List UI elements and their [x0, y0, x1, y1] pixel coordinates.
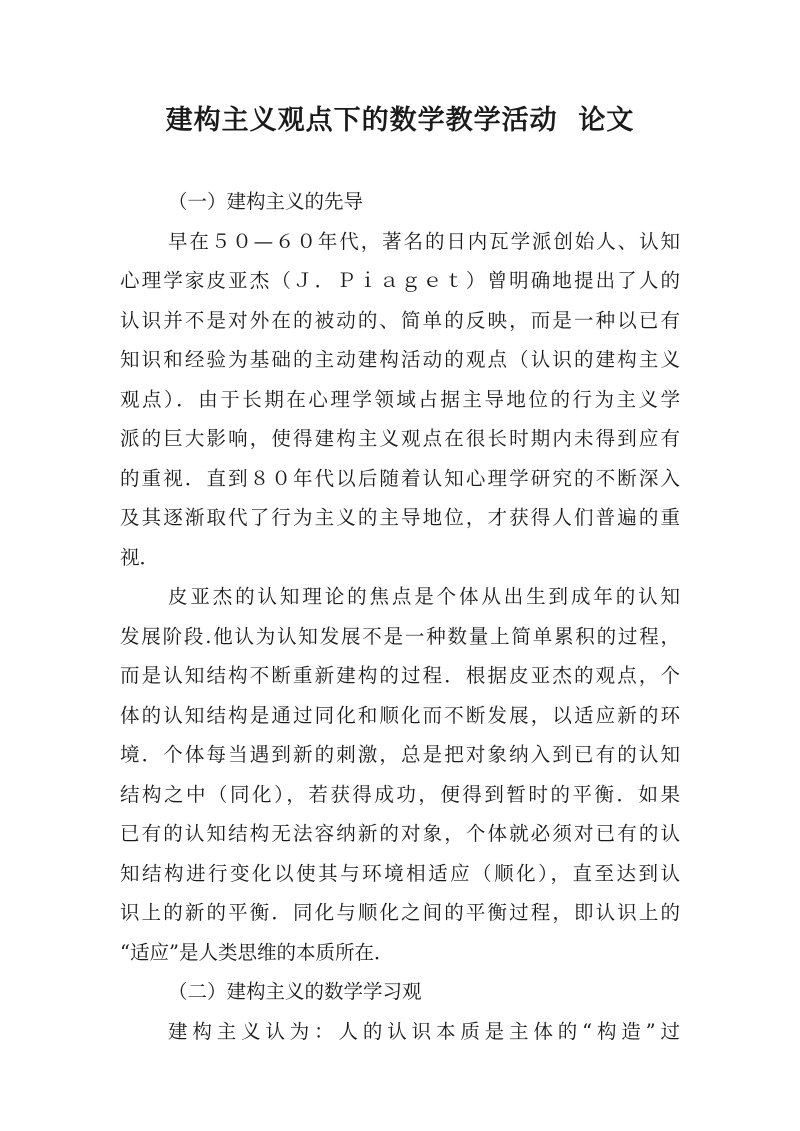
section-heading: （二）建构主义的数学学习观 [168, 980, 422, 1003]
paragraph-line: 发展阶段.他认为认知发展不是一种数量上简单累积的过程， [120, 624, 680, 648]
paragraph-line: 的重视．直到８０年代以后随着认知心理学研究的不断深入 [120, 466, 680, 490]
section-heading: （一）建构主义的先导 [168, 190, 364, 213]
paragraph-line: 体的认知结构是通过同化和顺化而不断发展，以适应新的环 [120, 703, 680, 727]
document-title: 建构主义观点下的数学教学活动 论文 [165, 105, 635, 136]
paragraph-line: 知识和经验为基础的主动建构活动的观点（认识的建构主义 [120, 348, 680, 371]
paragraph-line: 皮亚杰的认知理论的焦点是个体从出生到成年的认知 [168, 585, 680, 608]
paragraph-line: “适应”是人类思维的本质所在． [120, 940, 394, 964]
paragraph-line: 认识并不是对外在的被动的、简单的反映，而是一种以已有 [120, 308, 680, 332]
paragraph-line: 心理学家皮亚杰（Ｊ．Ｐｉａｇｅｔ）曾明确地提出了人的 [120, 269, 680, 292]
paragraph-line: 识上的新的平衡．同化与顺化之间的平衡过程，即认识上的 [120, 901, 680, 924]
paragraph-line: 结构之中（同化），若获得成功，便得到暂时的平衡．如果 [120, 782, 680, 806]
paragraph-line: 观点）．由于长期在心理学领域占据主导地位的行为主义学 [120, 387, 680, 411]
paragraph-line: 知结构进行变化以使其与环境相适应（顺化），直至达到认 [120, 861, 680, 885]
paragraph-line: 及其逐渐取代了行为主义的主导地位，才获得人们普遍的重 [120, 506, 680, 529]
paragraph-line: 已有的认知结构无法容纳新的对象，个体就必须对已有的认 [120, 822, 680, 845]
paragraph-line: 早在５０—６０年代，著名的日内瓦学派创始人、认知 [168, 229, 680, 253]
paragraph-line: 建构主义认为：人的认识本质是主体的“构造”过 [168, 1019, 680, 1043]
paragraph-line: 而是认知结构不断重新建构的过程．根据皮亚杰的观点，个 [120, 664, 680, 687]
document-body [120, 182, 680, 1051]
paragraph-line: 派的巨大影响，使得建构主义观点在很长时期内未得到应有 [120, 427, 680, 450]
paragraph-line: 视． [120, 545, 160, 569]
paragraph-line: 境．个体每当遇到新的刺激，总是把对象纳入到已有的认知 [120, 743, 680, 766]
